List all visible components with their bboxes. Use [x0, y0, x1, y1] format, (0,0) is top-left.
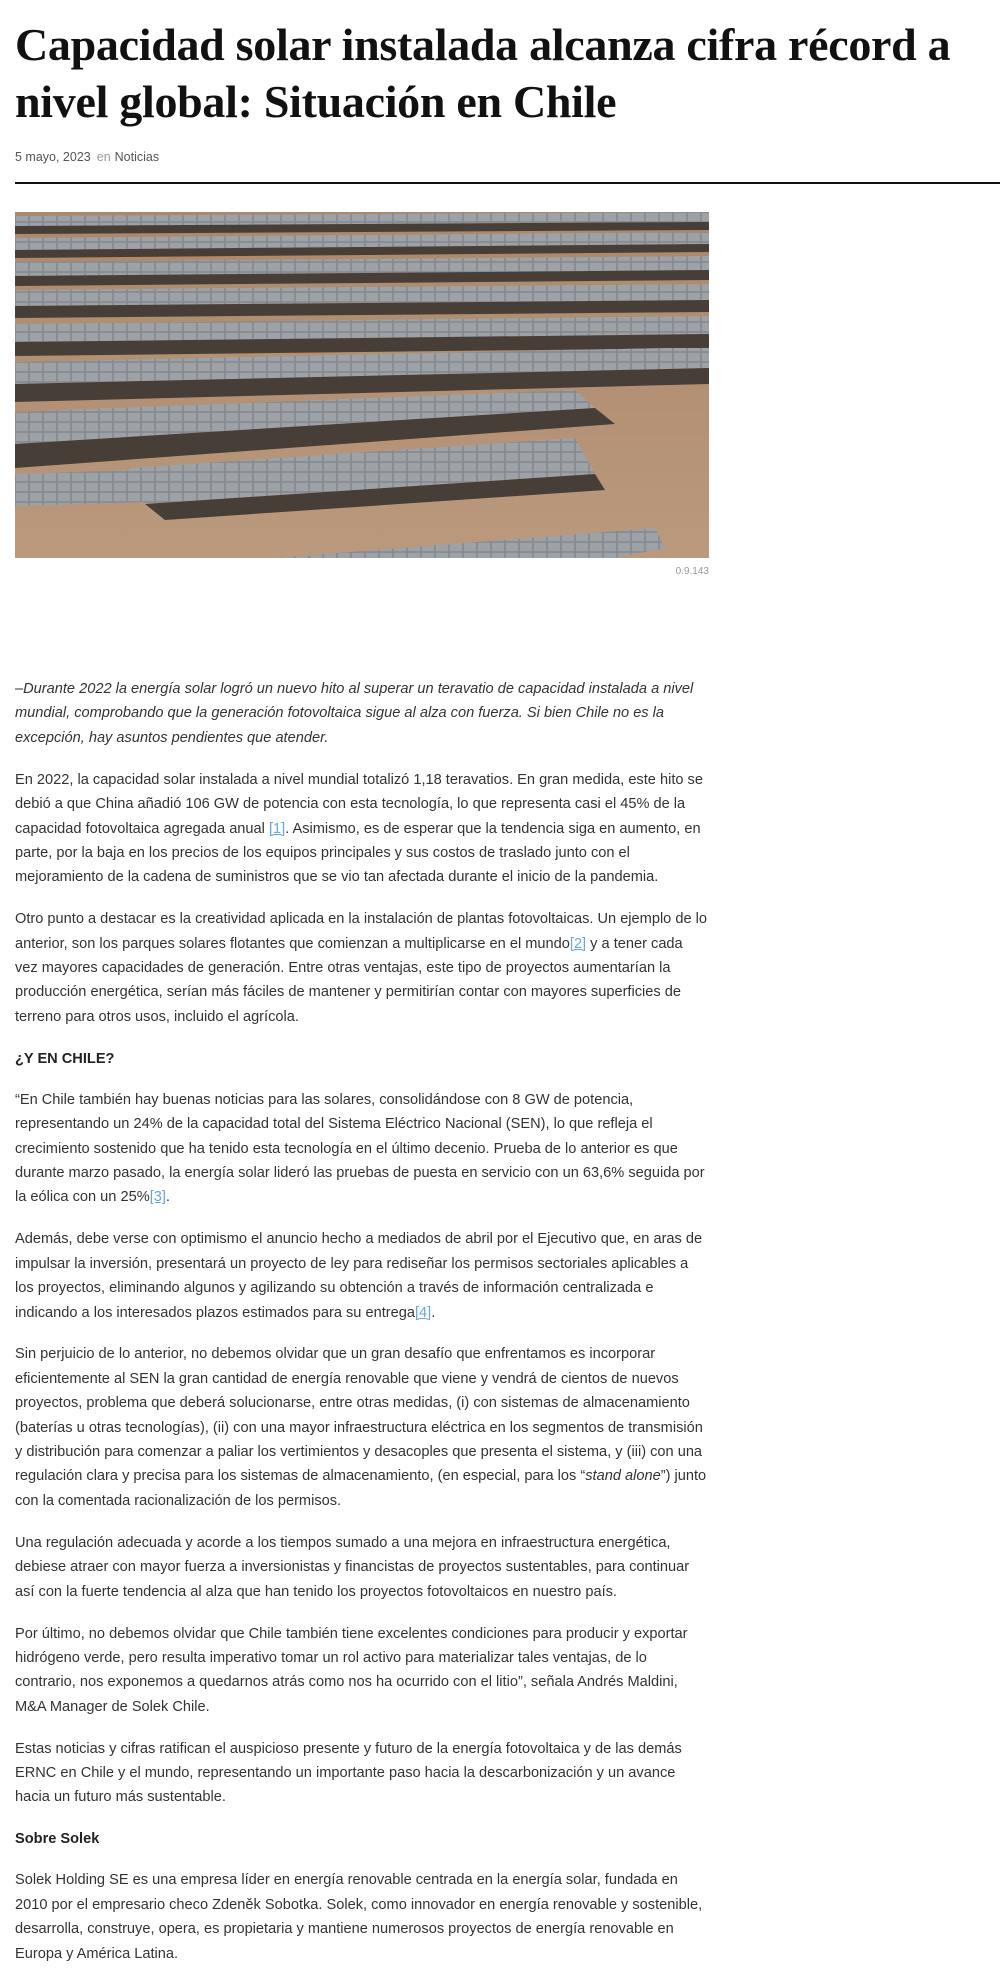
paragraph-3-text-a: “En Chile también hay buenas noticias para las solares, consolidándose con 8 GW de potencia, representando un 24% de la capacidad total del Sistema Eléctrico Nacional (SEN), lo que refleja el crecimiento sostenido que ha tenido esta tecnología en el último decenio. Prueba de lo anterior es que durante marzo pasado, la energía solar lideró las pruebas de puesta en servicio con un 63,6% seguida por la eólica con un 25% [15, 1091, 705, 1206]
paragraph-5-text-a: Sin perjuicio de lo anterior, no debemos olvidar que un gran desafío que enfrentamos es incorporar eficientemente al SEN la gran cantidad de energía renovable que viene y vendrá de cientos de nuevos proyectos, problema que deberá solucionarse, entre otras medidas, (i) con sistemas de almacenamiento (baterías u otras tecnologías), (ii) con una mayor infraestructura eléctrica en los segmentos de transmisión y distribución para comenzar a paliar los vertimientos y desacoples que presenta el sistema, y (iii) con una regulación clara y precisa para los sistemas de almacenamiento, (en especial, para los “ [15, 1346, 703, 1485]
paragraph-3 [15, 1088, 709, 1210]
paragraph-2-text-a: Otro punto a destacar es la creatividad aplicada en la instalación de plantas fotovoltaicas. Un ejemplo de lo anterior, son los parques solares flotantes que comienzan a multiplicarse en el mundo [15, 911, 707, 952]
paragraph-2-text-b: y a tener cada vez mayores capacidades de generación. Entre otras ventajas, este tipo de proyectos aumentarían la producción energética, serían más fáciles de mantener y permitirían contar con mayores superficies de terreno para otros usos, incluido el agrícola. [15, 935, 683, 1025]
post-meta [15, 150, 159, 164]
title-divider [15, 182, 1000, 184]
section-heading-chile: ¿Y EN CHILE? [15, 1050, 115, 1067]
footnote-link-4[interactable]: [4] [414, 1304, 432, 1321]
paragraph-6: Una regulación adecuada y acorde a los tiempos sumado a una mejora en infraestructura energética, debiese atraer con mayor fuerza a inversionistas y financistas de proyectos sustentables, para continuar así con la fuerte tendencia al alza que han tenido los proyectos fotovoltaicos en nuestro país. [15, 1534, 690, 1600]
featured-image [15, 212, 709, 558]
paragraph-5-text-b: ”) junto con la comentada racionalización de los permisos. [15, 1468, 707, 1509]
paragraph-1-text-b: . Asimismo, es de esperar que la tendencia siga en aumento, en parte, por la baja en los precios de los equipos principales y sus costos de traslado junto con el mejoramiento de la cadena de suministros que se vio tan afectada durante el inicio de la pandemia. [15, 820, 701, 886]
paragraph-9: Solek Holding SE es una empresa líder en energía renovable centrada en la energía solar, fundada en 2010 por el empresario checo Zdeněk Sobotka. Solek, como innovador en energía renovable y sostenible, desarrolla, construye, opera, es propietaria y mantiene numerosos proyectos de energía renovable en Europa y América Latina. [15, 1872, 703, 1962]
paragraph-8: Estas noticias y cifras ratifican el auspicioso presente y futuro de la energía fotovoltaica y de las demás ERNC en Chile y el mundo, representando un importante paso hacia la descarbonización y un avance hacia un futuro más sustentable. [15, 1740, 682, 1806]
paragraph-3-text-b: . [165, 1189, 170, 1206]
footnote-link-3[interactable]: [3] [149, 1189, 166, 1206]
solar-panels-photo [15, 212, 709, 558]
post-date[interactable]: 5 mayo, 2023 [15, 150, 91, 164]
paragraph-1-text-a: En 2022, la capacidad solar instalada a nivel mundial totalizó 1,18 teravatios. En gran medida, este hito se debió a que China añadió 106 GW de potencia con esta tecnología, lo que representa casi el 45% de la capacidad fotovoltaica agregada anual [15, 771, 703, 837]
footnote-link-1[interactable]: [1] [268, 820, 286, 837]
paragraph-5-emphasis: stand alone [585, 1468, 661, 1485]
image-caption: 0.9.143 [675, 566, 709, 577]
paragraph-5 [15, 1342, 709, 1513]
paragraph-1 [15, 768, 709, 890]
article-body [15, 677, 709, 1969]
paragraph-4-text-b: . [431, 1304, 436, 1321]
paragraph-7: Por último, no debemos olvidar que Chile también tiene excelentes condiciones para producir y exportar hidrógeno verde, pero resulta imperativo tomar un rol activo para materializar tales ventajas, de lo contrario, nos exponemos a quedarnos atrás como nos ha ocurrido con el litio”, señala Andrés Maldini, M&A Manager de Solek Chile. [15, 1625, 688, 1715]
post-category-link[interactable]: Noticias [114, 150, 160, 164]
post-meta-separator: en [96, 150, 111, 164]
post-title: Capacidad solar instalada alcanza cifra récord a nivel global: Situación en Chile [15, 19, 951, 127]
footnote-link-2[interactable]: [2] [569, 935, 587, 952]
paragraph-4 [15, 1227, 709, 1325]
article-lead: –Durante 2022 la energía solar logró un nuevo hito al superar un teravatio de capacidad instalada a nivel mundial, comprobando que la generación fotovoltaica sigue al alza con fuerza. Si bien Chile no es la excepción, hay asuntos pendientes que atender. [15, 681, 694, 746]
section-heading-solek: Sobre Solek [15, 1831, 100, 1848]
paragraph-2 [15, 907, 709, 1029]
paragraph-4-text-a: Además, debe verse con optimismo el anuncio hecho a mediados de abril por el Ejecutivo que, en aras de impulsar la inversión, presentará un proyecto de ley para rediseñar los permisos sectoriales aplicables a los proyectos, eliminando algunos y agilizando su obtención a través de información centralizada e indicando a los interesados plazos estimados para su entrega [15, 1231, 703, 1321]
